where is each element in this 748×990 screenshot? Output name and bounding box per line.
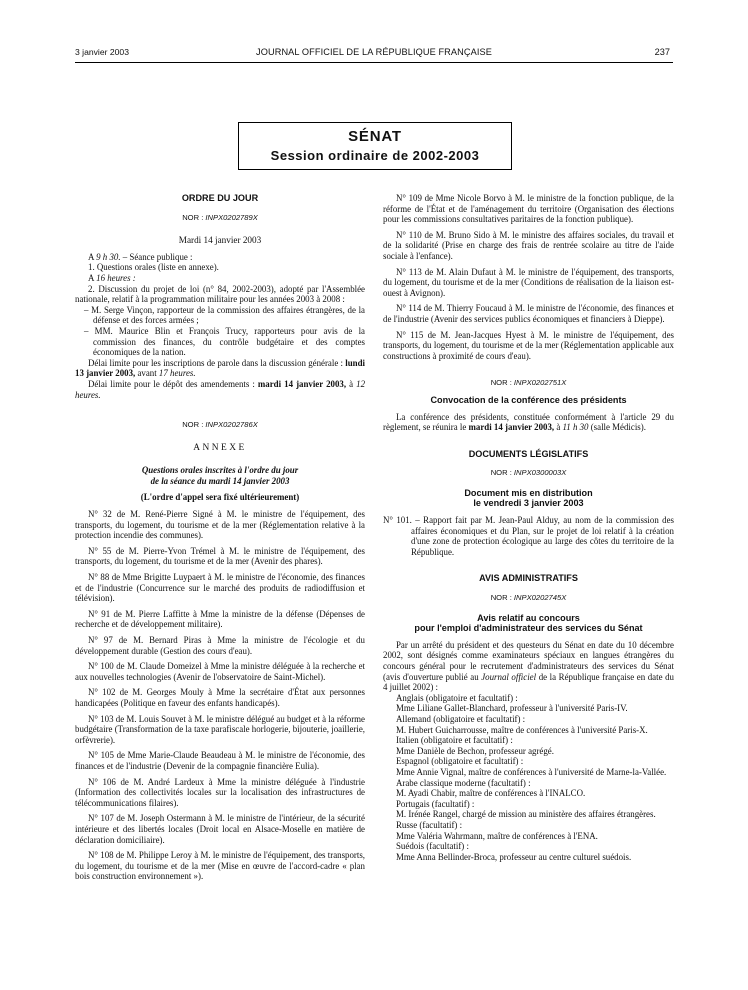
examiner-name: M. Ayadi Chabir, maître de conférences à l'INALCO.: [396, 788, 586, 799]
question-item: N° 114 de M. Thierry Foucaud à M. le ministre de l'économie, des finances et de l'industrie (Avenir des services publics économiques et financiers à Dieppe).: [383, 303, 674, 324]
question-item: N° 115 de M. Jean-Jacques Hyest à M. le ministre de l'équipement, des transports, du logement, du tourisme et de la mer (Réglementation applicable aux constructions à proximité de cours d'eau).: [383, 329, 674, 361]
examiner-name: Mme Danièle de Bechon, professeur agrégé.: [396, 745, 554, 756]
nor-reference: NOR : INPX0202786X: [182, 420, 258, 430]
question-item: N° 113 de M. Alain Dufaut à M. le ministre de l'équipement, des transports, du logement, du tourisme et de la mer (Conditions de réalisation de la liaison est-ouest à Avignon).: [383, 266, 674, 298]
language-label: Italien (obligatoire et facultatif) :: [396, 735, 513, 746]
questions-title-line-1: Questions orales inscrites à l'ordre du jour: [141, 465, 299, 476]
question-item: N° 109 de Mme Nicole Borvo à M. le ministre de la fonction publique, de la réforme de l'État et de l'aménagement du territoire (Organisation des élections pour les commissions consultatives paritaires de la fonction publique).: [383, 193, 674, 225]
right-questions-list: [383, 193, 674, 361]
senat-session: Session ordinaire de 2002-2003: [270, 148, 480, 163]
examiner-name: Mme Liliane Gallet-Blanchard, professeur à l'université Paris-IV.: [396, 703, 628, 714]
annexe-heading: ANNEXE: [193, 442, 247, 453]
senat-title: SÉNAT: [348, 128, 402, 145]
language-label: Anglais (obligatoire et facultatif) :: [396, 692, 518, 703]
question-item: N° 102 de M. Georges Mouly à Mme la secrétaire d'État aux personnes handicapées (Politique en faveur des enfants handicapés).: [75, 687, 365, 708]
question-item: N° 110 de M. Bruno Sido à M. le ministre des affaires sociales, du travail et de la solidarité (Prise en charge des frais de rentrée scolaire au titre de l'aide sociale à l'enfance).: [383, 229, 674, 261]
document-101: N° 101. – Rapport fait par M. Jean-Paul Alduy, au nom de la commission des affaires économiques et du Plan, sur le projet de loi relatif à la création d'une zone de protection écologique au large des côtes du territoire de la République.: [383, 515, 674, 557]
question-item: N° 105 de Mme Marie-Claude Beaudeau à M. le ministre de l'économie, des finances et de l'industrie (Devenir de la compagnie financière Eulia).: [75, 750, 365, 771]
avis-concours-subheading: pour l'emploi d'administrateur des services du Sénat: [414, 623, 643, 634]
ordre-du-jour-heading: ORDRE DU JOUR: [181, 193, 259, 203]
agenda-item-1: 1. Questions orales (liste en annexe).: [88, 262, 219, 273]
nor-reference: NOR : INPX0202751X: [490, 378, 567, 388]
question-item: N° 100 de M. Claude Domeizel à Mme la ministre déléguée à la recherche et aux nouvelles technologies (Avenir de l'observatoire de Saint-Michel).: [75, 661, 365, 682]
session-date: Mardi 14 janvier 2003: [178, 235, 262, 246]
examiners-list: [383, 693, 674, 863]
language-label: Russe (facultatif) :: [396, 819, 463, 830]
avis-concours-heading: Avis relatif au concours: [477, 612, 580, 623]
convocation-heading: Convocation de la conférence des présidents: [430, 394, 627, 405]
examiner-name: Mme Anna Bellinder-Broca, professeur au centre culturel suédois.: [396, 851, 632, 862]
seance-line: A 9 h 30. – Séance publique :: [88, 251, 193, 262]
documents-legislatifs-heading: DOCUMENTS LÉGISLATIFS: [468, 448, 589, 459]
language-label: Arabe classique moderne (facultatif) :: [396, 777, 531, 788]
examiner-name: Mme Annie Vignal, maître de conférences à l'université de Marne-la-Vallée.: [396, 766, 667, 777]
header-page-number: 237: [654, 47, 670, 57]
running-header: [0, 47, 748, 63]
question-item: N° 55 de M. Pierre-Yvon Trémel à M. le ministre de l'équipement, des transports, du logement, du tourisme et de la mer (Avenir des phares).: [75, 545, 365, 567]
question-item: N° 32 de M. René-Pierre Signé à M. le ministre de l'équipement, des transports, du logement, du tourisme et de la mer (Réglementation relative à la protection incendie des communes).: [75, 509, 365, 541]
ordre-appel-note: (L'ordre d'appel sera fixé ultérieurement): [140, 492, 300, 503]
language-label: Suédois (facultatif) :: [396, 841, 469, 852]
nor-reference: NOR : INPX0202789X: [182, 212, 258, 222]
header-date: 3 janvier 2003: [75, 47, 129, 57]
right-column: [383, 193, 674, 862]
question-item: N° 88 de Mme Brigitte Luypaert à M. le ministre de l'économie, des finances et de l'industrie (Concurrence sur le marché des produits de radiodiffusion et télévision).: [75, 572, 365, 604]
senat-title-box: [238, 122, 512, 170]
questions-title-line-2: de la séance du mardi 14 janvier 2003: [150, 475, 290, 486]
document-distribution-heading: Document mis en distribution: [464, 487, 593, 498]
rapporteur-2: – MM. Maurice Blin et François Trucy, rapporteurs pour avis de la commission des finances, du contrôle budgétaire et des comptes économiques de la nation.: [84, 325, 365, 358]
language-label: Espagnol (obligatoire et facultatif) :: [396, 756, 524, 767]
delai-amendements: Délai limite pour le dépôt des amendements : mardi 14 janvier 2003, à 12 heures.: [75, 378, 366, 400]
examiner-name: M. Hubert Guicharrousse, maître de conférences à l'université Paris-X.: [396, 724, 648, 735]
examiner-name: M. Irénée Rangel, chargé de mission au ministère des affaires étrangères.: [396, 809, 656, 820]
agenda-item-2: 2. Discussion du projet de loi (n° 84, 2002-2003), adopté par l'Assemblée nationale, relatif à la programmation militaire pour les années 2003 à 2008 :: [75, 283, 365, 305]
question-item: N° 106 de M. André Lardeux à Mme la ministre déléguée à l'industrie (Information des collectivités locales sur la localisation des infrastructures de télécommunications filaires).: [75, 776, 365, 808]
language-label: Allemand (obligatoire et facultatif) :: [396, 713, 526, 724]
avis-administratifs-heading: AVIS ADMINISTRATIFS: [479, 573, 578, 584]
question-item: N° 108 de M. Philippe Leroy à M. le ministre de l'équipement, des transports, du logement, du tourisme et de la mer (Mise en œuvre de l'accord-cadre « plan bois construction environnement »).: [75, 850, 365, 882]
delai-parole: Délai limite pour les inscriptions de parole dans la discussion générale : lundi 13 janvier 2003, avant 17 heures.: [75, 357, 365, 379]
question-item: N° 107 de M. Joseph Ostermann à M. le ministre de l'intérieur, de la sécurité intérieure et des libertés locales (Droit local en Alsace-Moselle en matière de déclaration domiciliaire).: [75, 813, 365, 845]
header-rule: [75, 62, 673, 63]
nor-reference: NOR : INPX0202745X: [490, 593, 567, 603]
rapporteur-1: – M. Serge Vinçon, rapporteur de la commission des affaires étrangères, de la défense et des forces armées ;: [84, 304, 365, 326]
convocation-text: La conférence des présidents, constituée conformément à l'article 29 du règlement, se réunira le mardi 14 janvier 2003, à 11 h 30 (salle Médicis).: [383, 411, 674, 433]
left-column: [75, 193, 365, 887]
question-item: N° 97 de M. Bernard Piras à Mme la ministre de l'écologie et du développement durable (Gestion des cours d'eau).: [75, 635, 365, 656]
header-journal-title: JOURNAL OFFICIEL DE LA RÉPUBLIQUE FRANÇAISE: [256, 47, 492, 57]
arrete-text: Par un arrêté du président et des questeurs du Sénat en date du 10 décembre 2002, sont désignés comme examinateurs spéciaux en langues étrangères du concours général pour le recrutement d'administrateurs des services du Sénat (avis d'ouverture publié au Journal officiel de la République française en date du 4 juillet 2002) :: [383, 639, 674, 693]
examiner-name: Mme Valéria Wahrmann, maître de conférences à l'ENA.: [396, 830, 598, 841]
document-distribution-date: le vendredi 3 janvier 2003: [473, 498, 584, 509]
question-item: N° 103 de M. Louis Souvet à M. le ministre délégué au budget et à la réforme budgétaire (Transformation de la taxe parafiscale horlogerie, bijouterie, joaillerie, orfèvrerie).: [75, 713, 365, 745]
left-questions-list: [75, 509, 365, 882]
language-label: Portugais (facultatif) :: [396, 798, 475, 809]
nor-reference: NOR : INPX0300003X: [490, 468, 567, 478]
question-item: N° 91 de M. Pierre Laffitte à Mme la ministre de la défense (Dépenses de recherche et de développement militaire).: [75, 608, 365, 630]
afternoon-line: A 16 heures :: [88, 272, 136, 283]
